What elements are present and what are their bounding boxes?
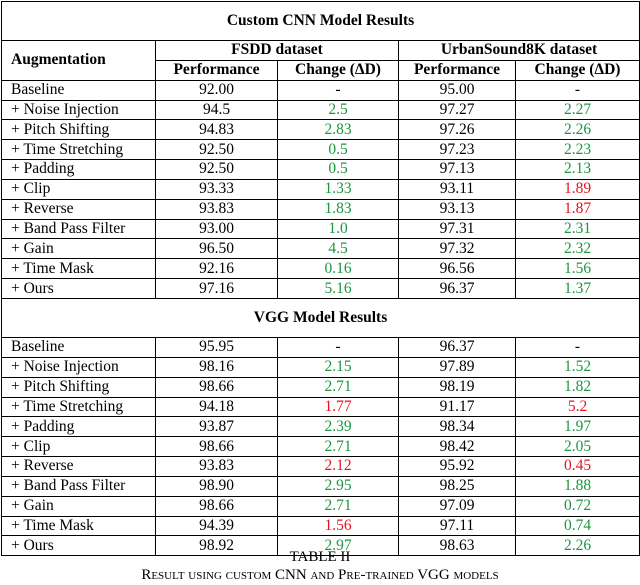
urbansound-performance: 98.19 xyxy=(399,377,516,397)
fsdd-change: 2.71 xyxy=(278,437,399,457)
urbansound-performance: 98.42 xyxy=(399,437,516,457)
fsdd-performance: 92.50 xyxy=(156,160,278,180)
urbansound-performance: 95.00 xyxy=(399,80,516,100)
fsdd-change: 1.33 xyxy=(278,179,399,199)
fsdd-change: 2.97 xyxy=(278,536,399,556)
urbansound-change: 2.13 xyxy=(516,160,640,180)
change-header: Change (ΔD) xyxy=(278,60,399,80)
augmentation-name: + Pitch Shifting xyxy=(2,120,156,140)
urbansound-performance: 95.92 xyxy=(399,457,516,477)
urbansound-performance: 93.13 xyxy=(399,199,516,219)
table-row xyxy=(2,239,640,259)
fsdd-change: 1.0 xyxy=(278,219,399,239)
fsdd-performance: 98.66 xyxy=(156,437,278,457)
table-row xyxy=(2,80,640,100)
fsdd-change: 0.16 xyxy=(278,259,399,279)
change-header: Change (ΔD) xyxy=(516,60,640,80)
urbansound-change: - xyxy=(516,337,640,357)
urbansound-change: 1.97 xyxy=(516,417,640,437)
urbansound-performance: 97.26 xyxy=(399,120,516,140)
augmentation-name: + Reverse xyxy=(2,199,156,219)
table-row xyxy=(2,337,640,357)
augmentation-name: + Gain xyxy=(2,239,156,259)
augmentation-name: + Time Stretching xyxy=(2,397,156,417)
fsdd-change: 2.39 xyxy=(278,417,399,437)
fsdd-performance: 92.50 xyxy=(156,140,278,160)
urbansound-performance: 98.25 xyxy=(399,476,516,496)
table-row xyxy=(2,516,640,536)
augmentation-name: + Band Pass Filter xyxy=(2,476,156,496)
fsdd-change: 0.5 xyxy=(278,140,399,160)
fsdd-change: 2.5 xyxy=(278,100,399,120)
results-table xyxy=(1,1,640,556)
section-title-row xyxy=(2,298,640,337)
dataset-header-fsdd: FSDD dataset xyxy=(156,41,399,61)
augmentation-name: + Padding xyxy=(2,160,156,180)
table-row xyxy=(2,100,640,120)
fsdd-performance: 92.00 xyxy=(156,80,278,100)
table-row xyxy=(2,476,640,496)
fsdd-performance: 94.5 xyxy=(156,100,278,120)
header-row-datasets xyxy=(2,41,640,61)
fsdd-performance: 98.92 xyxy=(156,536,278,556)
fsdd-change: 4.5 xyxy=(278,239,399,259)
table-caption-text: Result using custom CNN and Pre-trained VGG models xyxy=(141,567,499,583)
urbansound-performance: 97.09 xyxy=(399,496,516,516)
fsdd-change: - xyxy=(278,80,399,100)
urbansound-change: 1.87 xyxy=(516,199,640,219)
table-row xyxy=(2,199,640,219)
urbansound-performance: 91.17 xyxy=(399,397,516,417)
table-row xyxy=(2,397,640,417)
urbansound-change: 1.89 xyxy=(516,179,640,199)
augmentation-name: + Pitch Shifting xyxy=(2,377,156,397)
fsdd-performance: 93.33 xyxy=(156,179,278,199)
table-row xyxy=(2,120,640,140)
augmentation-name: + Time Mask xyxy=(2,259,156,279)
urbansound-change: - xyxy=(516,80,640,100)
table-row xyxy=(2,357,640,377)
fsdd-performance: 97.16 xyxy=(156,279,278,299)
augmentation-header: Augmentation xyxy=(2,41,156,81)
table-row xyxy=(2,140,640,160)
urbansound-performance: 97.89 xyxy=(399,357,516,377)
performance-header: Performance xyxy=(156,60,278,80)
fsdd-change: 1.56 xyxy=(278,516,399,536)
urbansound-performance: 97.27 xyxy=(399,100,516,120)
section-title-row xyxy=(2,2,640,41)
urbansound-change: 2.27 xyxy=(516,100,640,120)
urbansound-performance: 97.13 xyxy=(399,160,516,180)
urbansound-performance: 97.11 xyxy=(399,516,516,536)
augmentation-name: Baseline xyxy=(2,80,156,100)
fsdd-performance: 94.83 xyxy=(156,120,278,140)
fsdd-change: 2.15 xyxy=(278,357,399,377)
augmentation-name: Baseline xyxy=(2,337,156,357)
dataset-header-urbansound: UrbanSound8K dataset xyxy=(399,41,640,61)
urbansound-performance: 96.37 xyxy=(399,279,516,299)
urbansound-change: 2.26 xyxy=(516,120,640,140)
table-row xyxy=(2,259,640,279)
table-row xyxy=(2,160,640,180)
table-row xyxy=(2,437,640,457)
urbansound-change: 1.52 xyxy=(516,357,640,377)
urbansound-change: 5.2 xyxy=(516,397,640,417)
fsdd-performance: 98.66 xyxy=(156,496,278,516)
urbansound-performance: 98.63 xyxy=(399,536,516,556)
augmentation-name: + Time Stretching xyxy=(2,140,156,160)
urbansound-change: 0.74 xyxy=(516,516,640,536)
fsdd-performance: 93.83 xyxy=(156,457,278,477)
urbansound-performance: 97.23 xyxy=(399,140,516,160)
fsdd-change: 0.5 xyxy=(278,160,399,180)
augmentation-name: + Clip xyxy=(2,179,156,199)
urbansound-performance: 93.11 xyxy=(399,179,516,199)
table-row xyxy=(2,377,640,397)
results-table-body xyxy=(2,2,640,556)
fsdd-performance: 92.16 xyxy=(156,259,278,279)
fsdd-change: 2.71 xyxy=(278,377,399,397)
urbansound-change: 1.56 xyxy=(516,259,640,279)
urbansound-change: 0.72 xyxy=(516,496,640,516)
augmentation-name: + Clip xyxy=(2,437,156,457)
urbansound-change: 2.31 xyxy=(516,219,640,239)
fsdd-change: 2.71 xyxy=(278,496,399,516)
table-row xyxy=(2,417,640,437)
fsdd-performance: 95.95 xyxy=(156,337,278,357)
augmentation-name: + Ours xyxy=(2,536,156,556)
augmentation-name: + Band Pass Filter xyxy=(2,219,156,239)
urbansound-change: 2.05 xyxy=(516,437,640,457)
fsdd-performance: 93.00 xyxy=(156,219,278,239)
augmentation-name: + Ours xyxy=(2,279,156,299)
fsdd-performance: 98.16 xyxy=(156,357,278,377)
urbansound-change: 1.82 xyxy=(516,377,640,397)
urbansound-performance: 97.31 xyxy=(399,219,516,239)
section-title: Custom CNN Model Results xyxy=(2,2,640,41)
urbansound-change: 2.26 xyxy=(516,536,640,556)
fsdd-performance: 93.87 xyxy=(156,417,278,437)
fsdd-performance: 98.66 xyxy=(156,377,278,397)
urbansound-performance: 96.37 xyxy=(399,337,516,357)
section-title: VGG Model Results xyxy=(2,298,640,337)
fsdd-performance: 94.18 xyxy=(156,397,278,417)
fsdd-change: 1.83 xyxy=(278,199,399,219)
table-row xyxy=(2,279,640,299)
urbansound-change: 2.23 xyxy=(516,140,640,160)
augmentation-name: + Noise Injection xyxy=(2,100,156,120)
fsdd-change: 2.12 xyxy=(278,457,399,477)
performance-header: Performance xyxy=(399,60,516,80)
table-row xyxy=(2,457,640,477)
augmentation-name: + Noise Injection xyxy=(2,357,156,377)
urbansound-performance: 97.32 xyxy=(399,239,516,259)
fsdd-performance: 96.50 xyxy=(156,239,278,259)
fsdd-change: 1.77 xyxy=(278,397,399,417)
urbansound-change: 1.88 xyxy=(516,476,640,496)
fsdd-performance: 94.39 xyxy=(156,516,278,536)
urbansound-change: 2.32 xyxy=(516,239,640,259)
table-row xyxy=(2,179,640,199)
fsdd-performance: 93.83 xyxy=(156,199,278,219)
table-row xyxy=(2,219,640,239)
urbansound-change: 0.45 xyxy=(516,457,640,477)
fsdd-performance: 98.90 xyxy=(156,476,278,496)
augmentation-name: + Padding xyxy=(2,417,156,437)
urbansound-performance: 98.34 xyxy=(399,417,516,437)
augmentation-name: + Gain xyxy=(2,496,156,516)
fsdd-change: - xyxy=(278,337,399,357)
augmentation-name: + Reverse xyxy=(2,457,156,477)
fsdd-change: 2.83 xyxy=(278,120,399,140)
fsdd-change: 5.16 xyxy=(278,279,399,299)
fsdd-change: 2.95 xyxy=(278,476,399,496)
table-caption-label: TABLE II xyxy=(289,549,351,565)
augmentation-name: + Time Mask xyxy=(2,516,156,536)
table-row xyxy=(2,496,640,516)
urbansound-performance: 96.56 xyxy=(399,259,516,279)
urbansound-change: 1.37 xyxy=(516,279,640,299)
